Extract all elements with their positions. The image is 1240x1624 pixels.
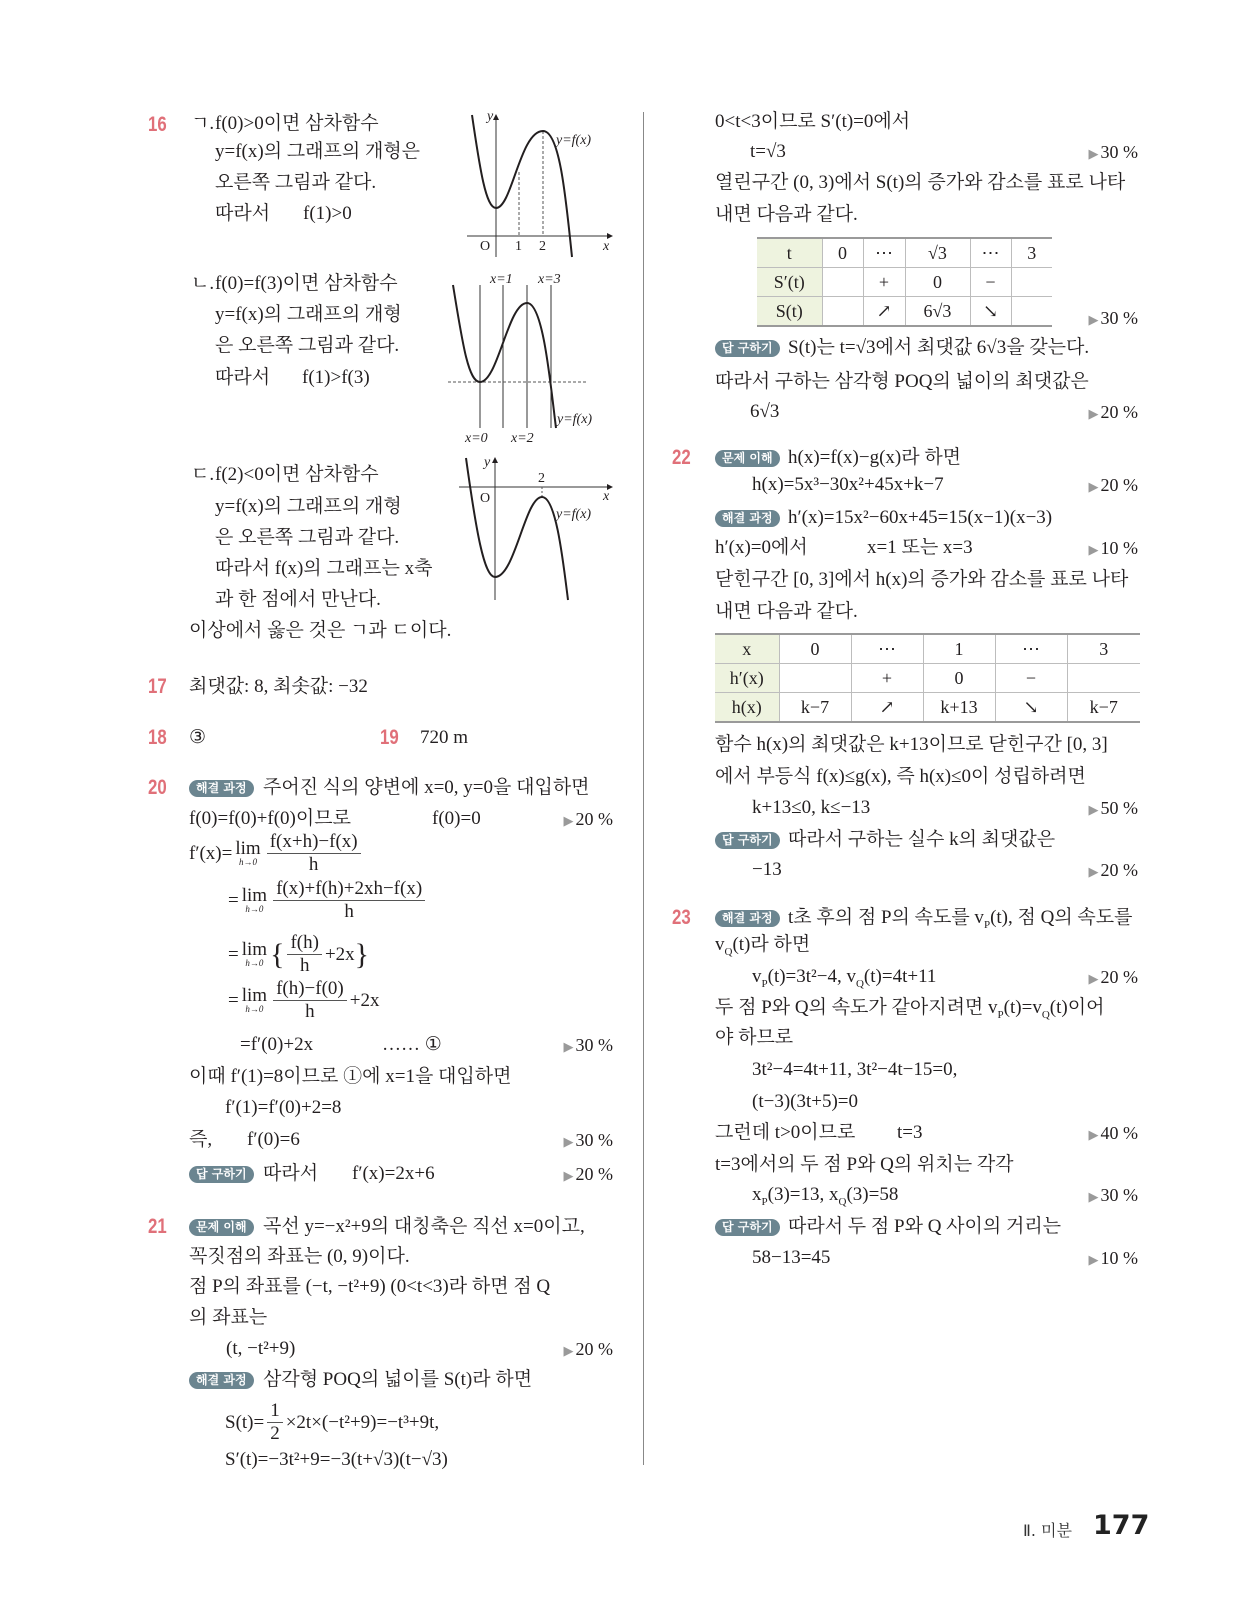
- tick-label: 2: [539, 239, 546, 254]
- math-line: t=√3: [750, 141, 786, 162]
- problem-number: 20: [148, 776, 167, 799]
- line-label: x=1: [490, 272, 513, 287]
- text-line: 따라서: [215, 203, 271, 224]
- text-line: 그런데 t>0이므로: [715, 1122, 856, 1143]
- score-percent: ▶ 10 %: [1088, 538, 1138, 558]
- math-line: 58−13=45: [752, 1247, 831, 1268]
- score-percent: ▶ 30 %: [563, 1035, 613, 1055]
- text-line: 따라서 구하는 삼각형 POQ의 넓이의 최댓값은: [715, 371, 1089, 392]
- variation-table-s: [757, 237, 1052, 327]
- text-line: $v_Q(t)$라 하면: [715, 934, 811, 958]
- choice-label: ㄴ.: [191, 273, 215, 294]
- math-line: 6√3: [750, 401, 780, 422]
- column-divider: [643, 112, 644, 1465]
- line-label: x=2: [511, 431, 534, 446]
- text-line: 따라서 f(x)의 그래프는 x축: [215, 558, 433, 579]
- axis-label: x: [603, 239, 610, 254]
- score-percent: ▶ 30 %: [1088, 1185, 1138, 1205]
- score-percent: ▶ 20 %: [563, 1164, 613, 1184]
- score-percent: ▶ 30 %: [1088, 308, 1138, 328]
- score-percent: ▶ 20 %: [1088, 967, 1138, 987]
- text-line: y=f(x)의 그래프의 개형: [215, 304, 402, 325]
- text-line: 따라서 두 점 P와 Q 사이의 거리는: [788, 1216, 1062, 1237]
- text-line: 이때 f′(1)=8이므로 ①에 x=1을 대입하면: [189, 1066, 512, 1087]
- table-row: h(x) k−7 ↗ k+13 ↘ k−7: [715, 693, 1140, 723]
- derivation-step: f′(x)= lim h→0 $\frac{f(x+h)-f(x)}{h}$: [189, 831, 364, 876]
- badge-understand: 문제 이해: [189, 1219, 254, 1236]
- table-row: x 0 ⋯ 1 ⋯ 3: [715, 634, 1140, 664]
- answer-text: ③: [189, 727, 207, 748]
- table-row: t 0 ⋯ √3 ⋯ 3: [757, 238, 1052, 268]
- score-percent: ▶ 20 %: [1088, 402, 1138, 422]
- text-line: 에서 부등식 f(x)≤g(x), 즉 h(x)≤0이 성립하려면: [715, 766, 1086, 787]
- text-line: t=3에서의 두 점 P와 Q의 위치는 각각: [715, 1154, 1014, 1175]
- score-percent: ▶ 20 %: [563, 809, 613, 829]
- text-line: 열린구간 (0, 3)에서 S(t)의 증가와 감소를 표로 나타: [715, 172, 1126, 193]
- text-line: 의 좌표는: [189, 1307, 268, 1328]
- answer-text: 720 m: [420, 727, 469, 748]
- choice-label: ㄷ.: [191, 464, 215, 485]
- curve-label: y=f(x): [557, 412, 593, 427]
- math-line: S′(t)=−3t²+9=−3(t+√3)(t−√3): [225, 1449, 448, 1470]
- curve: [472, 115, 572, 257]
- math-line: f′(x)=2x+6: [352, 1163, 435, 1184]
- text-line: 0<t<3이므로 S′(t)=0에서: [715, 111, 911, 132]
- text-line: 닫힌구간 [0, 3]에서 h(x)의 증가와 감소를 표로 나타: [715, 569, 1129, 590]
- line-label: x=3: [538, 272, 561, 287]
- text-line: 은 오른쪽 그림과 같다.: [215, 527, 400, 548]
- math-line: h′(x)=15x²−60x+45=15(x−1)(x−3): [788, 507, 1053, 528]
- problem-number: 21: [148, 1215, 167, 1238]
- graph-3: [459, 455, 612, 600]
- badge-answer: 답 구하기: [715, 1219, 780, 1236]
- graph-2: [448, 272, 592, 446]
- table-row: S(t) ↗ 6√3 ↘: [757, 297, 1052, 327]
- text-line: y=f(x)의 그래프의 개형: [215, 496, 402, 517]
- text-line: f(2)<0이면 삼차함수: [215, 464, 379, 485]
- math-line: t=3: [897, 1122, 923, 1143]
- problem-number: 18: [148, 726, 167, 749]
- tick-label: 1: [515, 239, 522, 254]
- text-line: 함수 h(x)의 최댓값은 k+13이므로 닫힌구간 [0, 3]: [715, 734, 1108, 755]
- text-line: 따라서: [263, 1163, 319, 1184]
- math-line: $x_P(3)=13$, $x_Q(3)=58$: [752, 1184, 899, 1208]
- axis-label: x: [603, 489, 610, 504]
- math-line: f′(0)=6: [247, 1129, 300, 1150]
- line-label: x=0: [465, 431, 488, 446]
- score-percent: ▶ 20 %: [1088, 475, 1138, 495]
- axis-label: y: [487, 109, 494, 124]
- math-line: −13: [752, 859, 782, 880]
- text-line: 내면 다음과 같다.: [715, 204, 858, 225]
- origin-label: O: [480, 239, 491, 254]
- math-line: 3t²−4=4t+11, 3t²−4t−15=0,: [752, 1059, 958, 1080]
- math-line: $v_P(t)=3t^2-4$, $v_Q(t)=4t+11$: [752, 966, 937, 990]
- score-percent: ▶ 30 %: [1088, 142, 1138, 162]
- math-line: f′(1)=f′(0)+2=8: [225, 1097, 342, 1118]
- text-line: f(0)=f(3)이면 삼차함수: [215, 273, 398, 294]
- score-percent: ▶ 50 %: [1088, 798, 1138, 818]
- math-line: f(0)=f(0)+f(0)이므로: [189, 808, 351, 829]
- text-line: 오른쪽 그림과 같다.: [215, 172, 377, 193]
- table-row: h′(x) + 0 −: [715, 664, 1140, 693]
- score-percent: ▶ 10 %: [1088, 1248, 1138, 1268]
- badge-understand: 문제 이해: [715, 450, 780, 467]
- text-line: 곡선 y=−x²+9의 대칭축은 직선 x=0이고,: [263, 1216, 585, 1237]
- derivation-step: = lim h→0 $\frac{f(x)+f(h)+2xh-f(x)}{h}$: [228, 878, 428, 923]
- math-line: k+13≤0, k≤−13: [752, 797, 871, 818]
- score-percent: ▶ 20 %: [563, 1339, 613, 1359]
- text-line: y=f(x)의 그래프의 개형은: [215, 141, 421, 162]
- table-row: S′(t) + 0 −: [757, 268, 1052, 297]
- text-line: 따라서 구하는 실수 k의 최댓값은: [788, 829, 1056, 850]
- curve: [466, 458, 568, 600]
- equation-ref: …… ①: [382, 1034, 442, 1055]
- chapter-label: Ⅱ. 미분: [1023, 1521, 1072, 1540]
- math-line: h(x)=5x³−30x²+45x+k−7: [752, 474, 944, 495]
- text-line: 내면 다음과 같다.: [715, 601, 858, 622]
- area-formula: S(t)= $\frac{1}{2}$ ×2t×(−t²+9)=−t³+9t,: [225, 1400, 440, 1444]
- problem-number: 23: [672, 906, 691, 929]
- badge-process: 해결 과정: [189, 780, 254, 797]
- choice-label: ㄱ.: [191, 113, 215, 134]
- text-line: t초 후의 점 P의 속도를 $v_P(t)$, 점 Q의 속도를: [788, 907, 1133, 931]
- math-line: f(1)>f(3): [302, 367, 370, 388]
- badge-answer: 답 구하기: [715, 340, 780, 357]
- text-line: 은 오른쪽 그림과 같다.: [215, 335, 400, 356]
- text-line: 주어진 식의 양변에 x=0, y=0을 대입하면: [263, 777, 590, 798]
- problem-number: 22: [672, 446, 691, 469]
- text-line: 따라서: [215, 367, 271, 388]
- tick-label: 2: [538, 471, 545, 486]
- problem-number: 19: [380, 726, 399, 749]
- badge-answer: 답 구하기: [189, 1166, 254, 1183]
- derivation-step: = lim h→0 { $\frac{f(h)}{h}$ +2x }: [228, 932, 370, 976]
- score-percent: ▶ 30 %: [563, 1130, 613, 1150]
- answer-text: 최댓값: 8, 최솟값: −32: [189, 676, 368, 697]
- badge-process: 해결 과정: [715, 510, 780, 527]
- math-line: h′(x)=0에서: [715, 537, 808, 558]
- math-line: h(x)=f(x)−g(x)라 하면: [788, 447, 962, 468]
- text-line: 꼭짓점의 좌표는 (0, 9)이다.: [189, 1246, 410, 1267]
- math-line: x=1 또는 x=3: [867, 537, 973, 558]
- text-line: 두 점 P와 Q의 속도가 같아지려면 $v_P(t)=v_Q(t)$이어: [715, 997, 1105, 1021]
- axis-label: y: [484, 455, 491, 470]
- badge-process: 해결 과정: [189, 1372, 254, 1389]
- variation-table-h: [715, 633, 1140, 723]
- score-percent: ▶ 40 %: [1088, 1123, 1138, 1143]
- math-line: f(1)>0: [303, 203, 352, 224]
- problem-number: 16: [148, 113, 167, 136]
- text-line: S(t)는 t=√3에서 최댓값 6√3을 갖는다.: [788, 337, 1090, 358]
- conclusion: 이상에서 옳은 것은 ㄱ과 ㄷ이다.: [189, 620, 452, 641]
- text-line: 삼각형 POQ의 넓이를 S(t)라 하면: [263, 1369, 533, 1390]
- text-line: 과 한 점에서 만난다.: [215, 589, 381, 610]
- page-number: 177: [1093, 1510, 1150, 1541]
- problem-number: 17: [148, 675, 167, 698]
- derivation-step: = lim h→0 $\frac{f(h)-f(0)}{h}$ +2x: [228, 978, 380, 1022]
- curve: [453, 285, 556, 428]
- curve-label: y=f(x): [556, 133, 592, 148]
- text-line: 즉,: [189, 1129, 213, 1150]
- text-line: 점 P의 좌표를 (−t, −t²+9) (0<t<3)라 하면 점 Q: [189, 1276, 551, 1297]
- curve-label: y=f(x): [556, 507, 592, 522]
- badge-process: 해결 과정: [715, 910, 780, 927]
- origin-label: O: [480, 491, 491, 506]
- math-line: (t−3)(3t+5)=0: [752, 1091, 859, 1112]
- math-line: f(0)=0: [432, 808, 481, 829]
- badge-answer: 답 구하기: [715, 832, 780, 849]
- score-percent: ▶ 20 %: [1088, 860, 1138, 880]
- graph-1: [467, 109, 612, 257]
- text-line: f(0)>0이면 삼차함수: [215, 113, 379, 134]
- math-line: =f′(0)+2x: [240, 1034, 314, 1055]
- text-line: 야 하므로: [715, 1027, 794, 1048]
- math-line: (t, −t²+9): [226, 1338, 296, 1359]
